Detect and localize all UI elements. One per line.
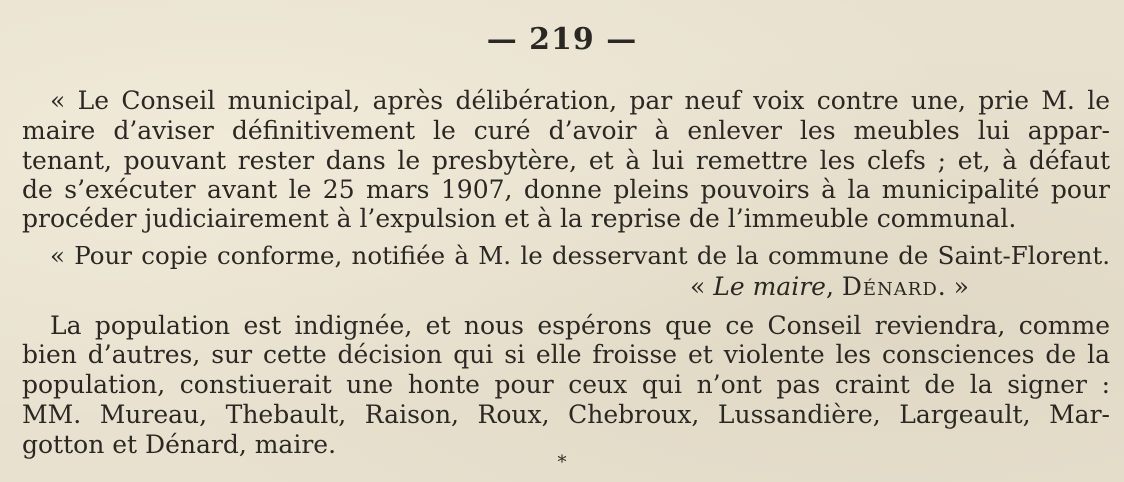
paragraph1-line-5: procéder judiciairement à l’expulsion et à la reprise de l’immeuble communal.	[22, 204, 1017, 233]
signature-suffix: . »	[937, 272, 969, 301]
paragraph2-line-1: « Pour copie conforme, notifiée à M. le desservant de la commune de Saint-Florent.	[50, 241, 1110, 270]
signature-name: Dénard	[841, 272, 938, 301]
paragraph3-line-4: MM. Mureau, Thebault, Raison, Roux, Chebroux, Lussandière, Largeault, Mar-	[22, 400, 1110, 429]
paragraph1-line-2: maire d’aviser définitivement le curé d’avoir à enlever les meubles lui appar-	[22, 116, 1110, 145]
section-separator-asterisk: *	[557, 452, 567, 473]
paragraph1-line-4: de s’exécuter avant le 25 mars 1907, donne pleins pouvoirs à la municipalité pour	[22, 175, 1110, 204]
signature	[690, 272, 969, 302]
signature-prefix: «	[690, 272, 714, 301]
paragraph1-line-1: « Le Conseil municipal, après délibération, par neuf voix contre une, prie M. le	[50, 86, 1110, 115]
paragraph3-line-5: gotton et Dénard, maire.	[22, 430, 337, 459]
signature-separator: ,	[825, 272, 842, 301]
paragraph1-line-3: tenant, pouvant rester dans le presbytère, et à lui remettre les clefs ; et, à défaut	[22, 146, 1110, 175]
paragraph3-line-1: La population est indignée, et nous espérons que ce Conseil reviendra, comme	[50, 311, 1110, 340]
paragraph3-line-2: bien d’autres, sur cette décision qui si elle froisse et violente les consciences de la	[22, 340, 1110, 369]
signature-title: Le maire	[713, 272, 826, 301]
page-number: — 219 —	[486, 22, 638, 57]
paragraph3-line-3: population, constiuerait une honte pour ceux qui n’ont pas craint de la signer :	[22, 370, 1110, 399]
